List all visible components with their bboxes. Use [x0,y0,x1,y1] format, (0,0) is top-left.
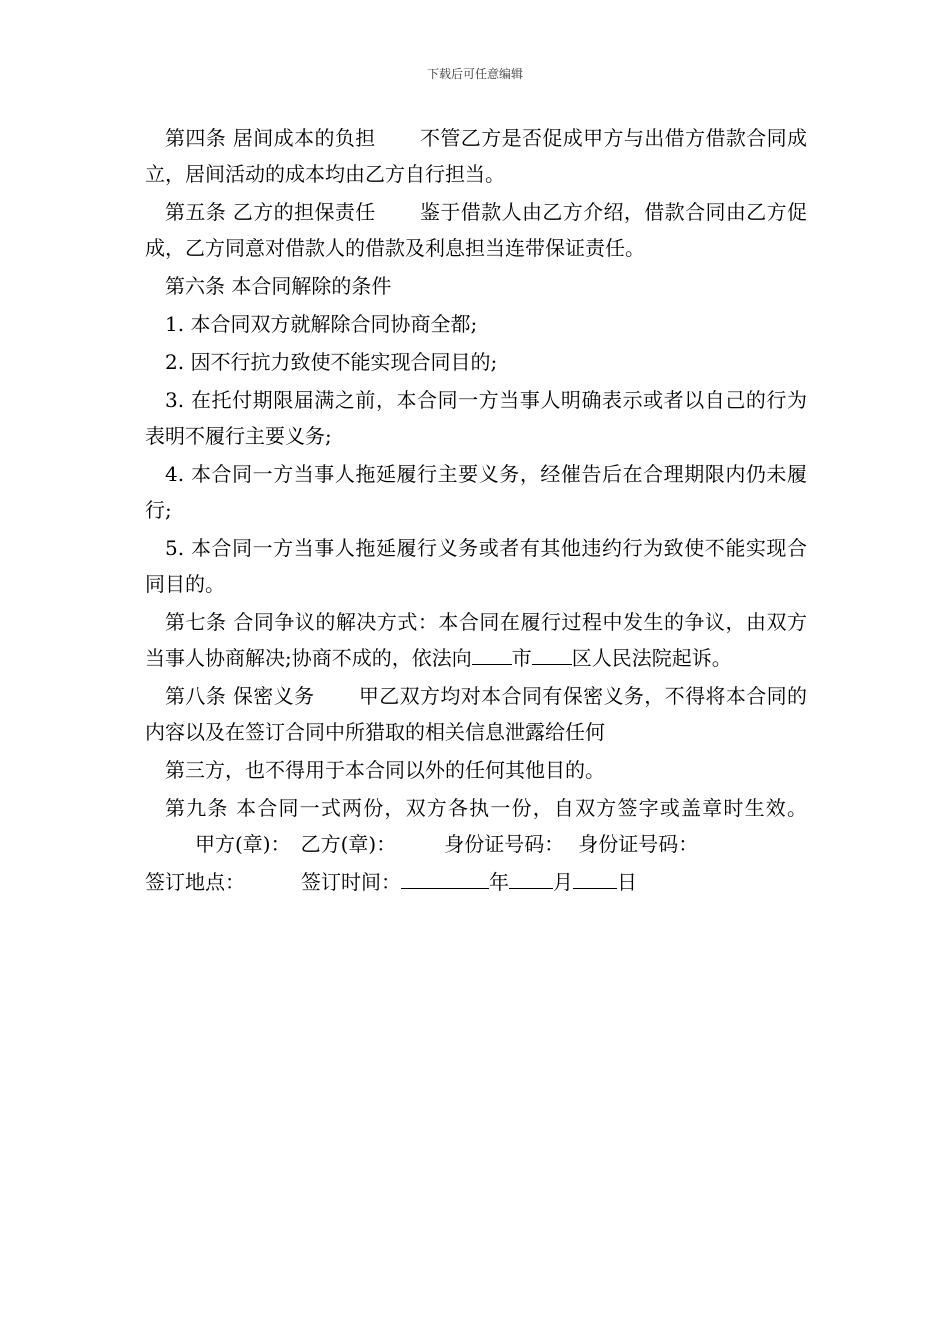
article-5-title: 第五条 乙方的担保责任 [165,200,376,224]
city-blank[interactable] [472,644,512,665]
year-blank[interactable] [401,868,489,889]
article-4-body: 不管乙方是否促成甲方与出借方借款合同成立，居间活动的成本均由乙方自行担当。 [145,126,808,186]
article-5-body: 鉴于借款人由乙方介绍，借款合同由乙方促成，乙方同意对借款人的借款及利息担当连带保证责任。 [145,200,808,260]
article-5 [145,194,807,266]
party-a-seal-label: 甲方(章)： [195,832,291,856]
year-label: 年 [489,870,509,894]
day-blank[interactable] [573,868,617,889]
contract-body [145,120,807,902]
article-8-continuation: 第三方，也不得用于本合同以外的任何其他目的。 [165,758,605,782]
article-6-item-3: 3. 在托付期限届满之前，本合同一方当事人明确表示或者以自己的行为表明不履行主要义务; [145,388,807,448]
article-7-city-label: 市 [511,646,532,670]
article-9 [145,790,807,862]
article-6-item-5: 5. 本合同一方当事人拖延履行义务或者有其他违约行为致使不能实现合同目的。 [145,536,807,596]
signing-time-label: 签订时间： [301,870,401,894]
article-8-title: 第八条 保密义务 [165,684,315,708]
article-7 [145,604,807,676]
party-b-seal-label: 乙方(章)： [300,832,397,856]
month-label: 月 [553,870,573,894]
article-8 [145,678,807,750]
article-4-title: 第四条 居间成本的负担 [165,126,376,150]
article-6-item-2: 2. 因不行抗力致使不能实现合同目的; [165,350,498,374]
article-7-text: 第七条 合同争议的解决方式：本合同在履行过程中发生的争议，由双方当事人协商解决;协商不成的，依法向 [145,610,807,670]
day-label: 日 [617,870,637,894]
party-a-id-label: 身份证号码： [444,832,565,856]
article-6-item-4: 4. 本合同一方当事人拖延履行主要义务，经催告后在合理期限内仍未履行; [145,462,807,522]
signing-info [145,864,807,900]
page-header: 下载后可任意编辑 [426,67,523,81]
article-6-title: 第六条 本合同解除的条件 [165,274,392,298]
article-9-text: 第九条 本合同一式两份，双方各执一份，自双方签字或盖章时生效。 [165,796,807,820]
month-blank[interactable] [509,868,553,889]
district-blank[interactable] [532,644,572,665]
article-7-court-text: 区人民法院起诉。 [571,646,732,670]
article-4 [145,120,807,192]
article-6-item-1: 1. 本合同双方就解除合同协商全都; [165,312,478,336]
signing-place-label: 签订地点： [145,870,245,894]
article-8-body: 甲乙双方均对本合同有保密义务，不得将本合同的内容以及在签订合同中所猎取的相关信息泄露给任何 [145,684,808,744]
party-b-id-label: 身份证号码： [578,832,699,856]
